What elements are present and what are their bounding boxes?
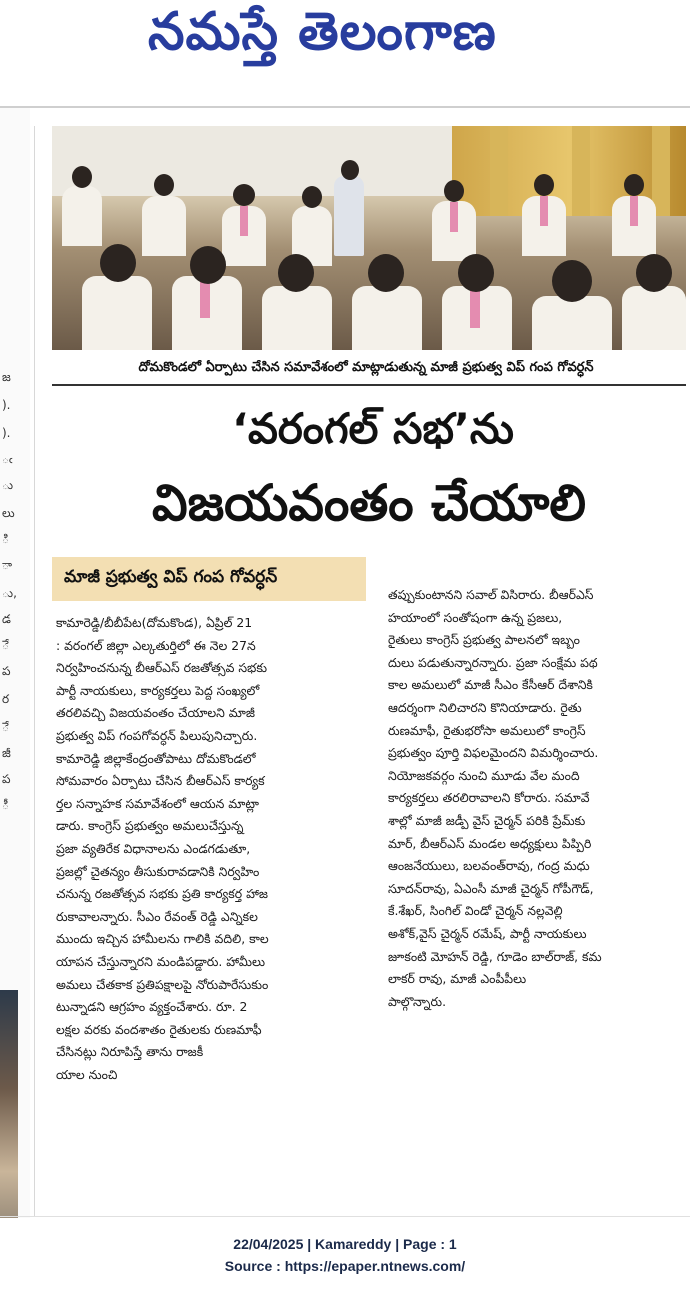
text-line: మార్, బీఆర్ఎస్ మండల అధ్యక్షులు పిప్పిరి [388,835,592,851]
text-line: జూకంటి మోహన్ రెడ్డి, గూడెం బాల్‌రాజ్, కమ [388,948,602,964]
text-line: దులు పడుతున్నారన్నారు. ప్రజా సంక్షేమ పథ [388,654,598,670]
adjacent-column-fragment: జ ). ). ఁ ు లు ి ా ు, డ ే ప ర ే జీ ప ీ [0,108,30,1218]
text-line: నియోజకవర్గం నుంచి మూడు వేల మంది [388,767,580,783]
text-line: కామారెడ్డి/బీబీపేట(దోమకొండ), ఏప్రిల్ 21 [56,615,253,630]
text-line: యాపన చేస్తున్నారని మండిపడ్డారు. హామీలు [56,953,266,969]
text-line: : వరంగల్ జిల్లా ఎల్కతుర్తిలో ఈ నెల 27న [56,637,256,653]
text-line: రుణమాఫీ, రైతుభరోసా అమలులో కాంగ్రెస్ [388,722,586,738]
footer-edition-info: 22/04/2025 | Kamareddy | Page : 1 [233,1236,457,1252]
meeting-photo [52,126,686,350]
text-line: ప్రభుత్వం పూర్తి విఫలమైందని విమర్శించారు. [388,745,599,761]
text-line: కార్యకర్తలు తరలిరావాలని కోరారు. సమావే [388,790,590,806]
text-line: అమలు చేతకాక ప్రతిపక్షాలపై నోరుపారేసుకుం [56,976,269,992]
byline-box [52,557,366,601]
masthead [0,0,690,106]
text-line: కాల అమలులో మాజీ సీఎం కేసీఆర్ దేశానికి [388,677,593,693]
article-column-right [388,584,688,1013]
text-line: సూదన్‌రావు, ఏఎంసీ మాజీ చైర్మన్ గోపీగౌడ్, [388,880,594,896]
text-line: పాల్గొన్నారు. [388,993,447,1009]
column-divider [34,126,35,1216]
text-line: ప్రభుత్వ విప్ గంపగోవర్ధన్ పిలుపునిచ్చారు. [56,727,258,743]
headline-line-2: విజయవంతం చేయాలి [152,474,586,532]
text-line: రైతులు కాంగ్రెస్ ప్రభుత్వ పాలనలో ఇబ్బం [388,632,580,648]
text-line: పార్టీ నాయకులు, కార్యకర్తలు పెద్ద సంఖ్యలో [56,682,260,698]
adjacent-photo-fragment [0,990,18,1218]
photo-caption: దోమకొండలో ఏర్పాటు చేసిన సమావేశంలో మాట్లాడుతున్న మాజీ ప్రభుత్వ విప్ గంప గోవర్ధన్ [138,360,594,375]
newspaper-logo: నమస్తే తెలంగాణ [148,2,497,62]
text-line: హయాంలో సంతోషంగా ఉన్న ప్రజలు, [388,609,563,625]
speaker-figure [334,176,364,256]
next-article-headline-fragment [240,1190,660,1218]
text-line: కే.శేఖర్, సింగిల్ విండో చైర్మన్ నల్లవెల్లి [388,903,563,919]
text-line: యాల నుంచి [56,1066,118,1082]
masthead-divider [0,106,690,108]
footer-source-link[interactable]: Source : https://epaper.ntnews.com/ [224,1258,466,1274]
text-line: ఆంజనేయులు, బలవంత్‌రావు, గంద్ర మధు [388,858,590,874]
text-line: ముందు ఇచ్చిన హామీలను గాలికి వదిలి, కాల [56,931,269,947]
text-line: కామారెడ్డి జిల్లాకేంద్రంతోపాటు దోమకొండలో [56,750,256,766]
headline-line-1: ‘వరంగల్ సభ’ను [232,404,514,453]
text-line: శాల్లో మాజీ జడ్పీ వైస్ చైర్మన్ పరికి ప్రేమ్‌కు [388,812,586,828]
text-line: నిర్వహించనున్న బీఆర్ఎస్ రజతోత్సవ సభకు [56,660,268,676]
text-line: టున్నాడని ఆగ్రహం వ్యక్తంచేశారు. రూ. 2 [56,999,248,1015]
text-line: చనున్న రజతోత్సవ సభకు ప్రతి కార్యకర్త హాజ [56,886,268,902]
text-line: అశోక్,వైస్ చైర్మన్ రమేష్, పార్టీ నాయకులు [388,925,587,941]
caption-divider [52,384,686,386]
text-line: చేసినట్లు నిరూపిస్తే తాను రాజకీ [56,1044,204,1060]
byline: మాజీ ప్రభుత్వ విప్ గంప గోవర్ధన్ [64,567,278,587]
text-line: ర్తల సన్నాహక సమావేశంలో ఆయన మాట్లా [56,795,259,811]
text-line: ఆదర్శంగా నిలిచారని కొనియాడారు. రైతు [388,699,582,715]
text-line: ప్రజా వ్యతిరేక విధానాలను ఎండగడుతూ, [56,840,251,856]
text-line: లక్షల వరకు వందశాతం రైతులకు రుణమాఫీ [56,1021,262,1037]
text-line: ప్రజల్లో చైతన్యం తీసుకురావడానికి నిర్వహిం [56,863,260,879]
text-line: రుకావాలన్నారు. సీఎం రేవంత్ రెడ్డి ఎన్నికల [56,908,258,924]
text-line: తరలివచ్చి విజయవంతం చేయాలని మాజీ [56,705,255,721]
text-line: డారు. కాంగ్రెస్ ప్రభుత్వం అమలుచేస్తున్న [56,818,244,834]
page-bottom-rule [0,1216,690,1217]
text-line: సోమవారం ఏర్పాటు చేసిన బీఆర్ఎస్ కార్యక [56,773,265,789]
text-line: తప్పుకుంటానని సవాల్ విసిరారు. బీఆర్ఎస్ [388,587,594,602]
article-column-left [56,612,382,1086]
text-line: లాకర్ రావు, మాజీ ఎంపీపీలు [388,971,527,987]
